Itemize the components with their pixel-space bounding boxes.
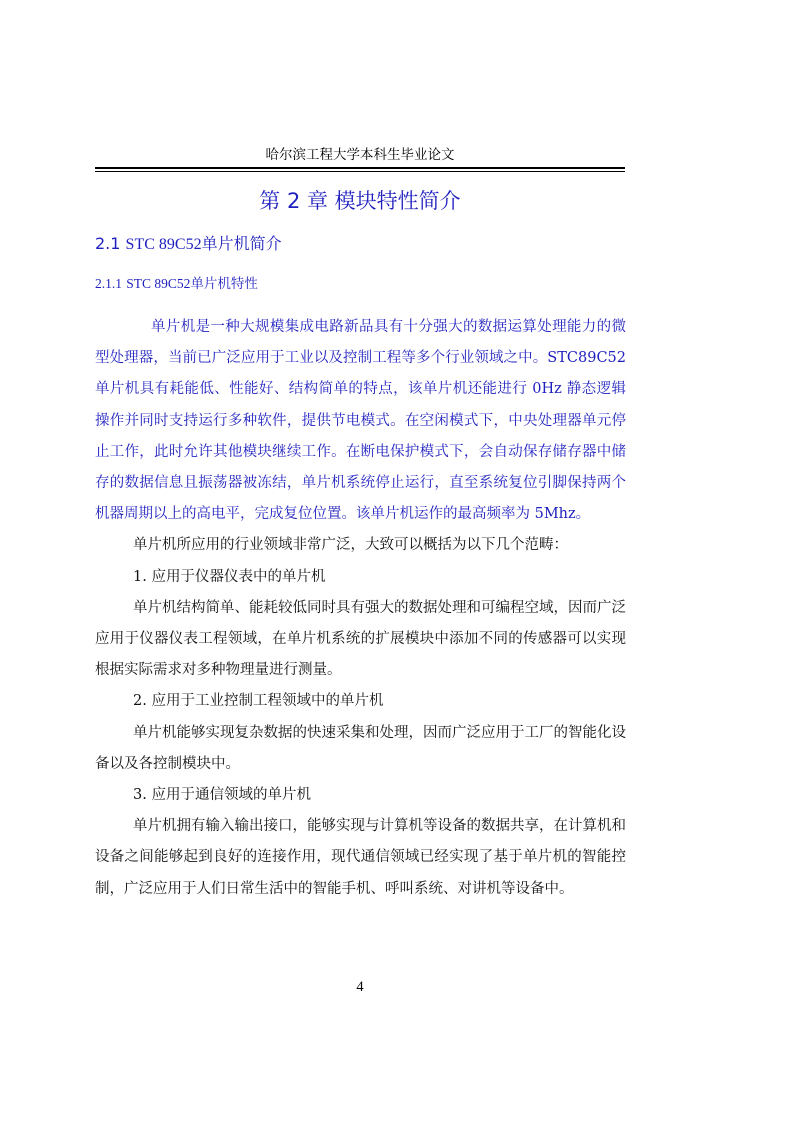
paragraph-communication: 单片机拥有输入输出接口，能够实现与计算机等设备的数据共享，在计算机和设备之间能够起到良好的连接作用，现代通信领域已经实现了基于单片机的智能控制，广泛应用于人们日常生活中的智能手机、呼叫系统、对讲机等设备中。 [95, 818, 626, 897]
section-title [95, 232, 282, 257]
section-latin: STC 89C52 [125, 236, 202, 253]
paragraph-intro: 单片机是一种大规模集成电路新品具有十分强大的数据运算处理能力的微型处理器，当前已广泛应用于工业以及控制工程等多个行业领域之中。STC89C52 单片机具有耗能低、性能好、结构简单的特点，该单片机还能进行 0Hz 静态逻辑操作并同时支持运行多种软件，提供节电模式。在空闲模式下，中央处理器单元停止工作，此时允许其他模块继续工作。在断电保护模式下，会自动保存储存器中储存的数据信息且振荡器被冻结，单片机系统停止运行，直至系统复位引脚保持两个机器周期以上的高电平，完成复位位置。该单片机运作的最高频率为 5Mhz。 [95, 319, 626, 523]
list-item-heading-2: 2. 应用于工业控制工程领域中的单片机 [133, 693, 384, 710]
page-number: 4 [356, 979, 364, 995]
section-number: 2.1 [95, 234, 121, 253]
list-item-heading-3: 3. 应用于通信领域的单片机 [133, 787, 311, 804]
list-item-heading-1: 1. 应用于仪器仪表中的单片机 [133, 568, 326, 585]
subsection-cjk: 单片机特性 [190, 276, 258, 292]
section-cjk: 单片机简介 [201, 234, 282, 253]
subsection-latin: STC 89C52 [126, 276, 191, 291]
paragraph-instruments: 单片机结构简单、能耗较低同时具有强大的数据处理和可编程空域，因而广泛应用于仪器仪表工程领域，在单片机系统的扩展模块中添加不同的传感器可以实现根据实际需求对多种物理量进行测量。 [95, 599, 626, 679]
chapter-title: 第 2 章 模块特性简介 [259, 189, 461, 213]
subsection-number: 2.1.1 [95, 276, 122, 291]
body-text [95, 312, 626, 905]
header-rule-thin [95, 171, 625, 172]
header-rule-thick [95, 167, 625, 169]
subsection-title [95, 273, 258, 295]
paragraph-industrial: 单片机能够实现复杂数据的快速采集和处理，因而广泛应用于工厂的智能化设备以及各控制模块中。 [95, 724, 626, 772]
paragraph-applications: 单片机所应用的行业领域非常广泛，大致可以概括为以下几个范畴： [133, 537, 568, 554]
running-header: 哈尔滨工程大学本科生毕业论文 [265, 147, 455, 163]
